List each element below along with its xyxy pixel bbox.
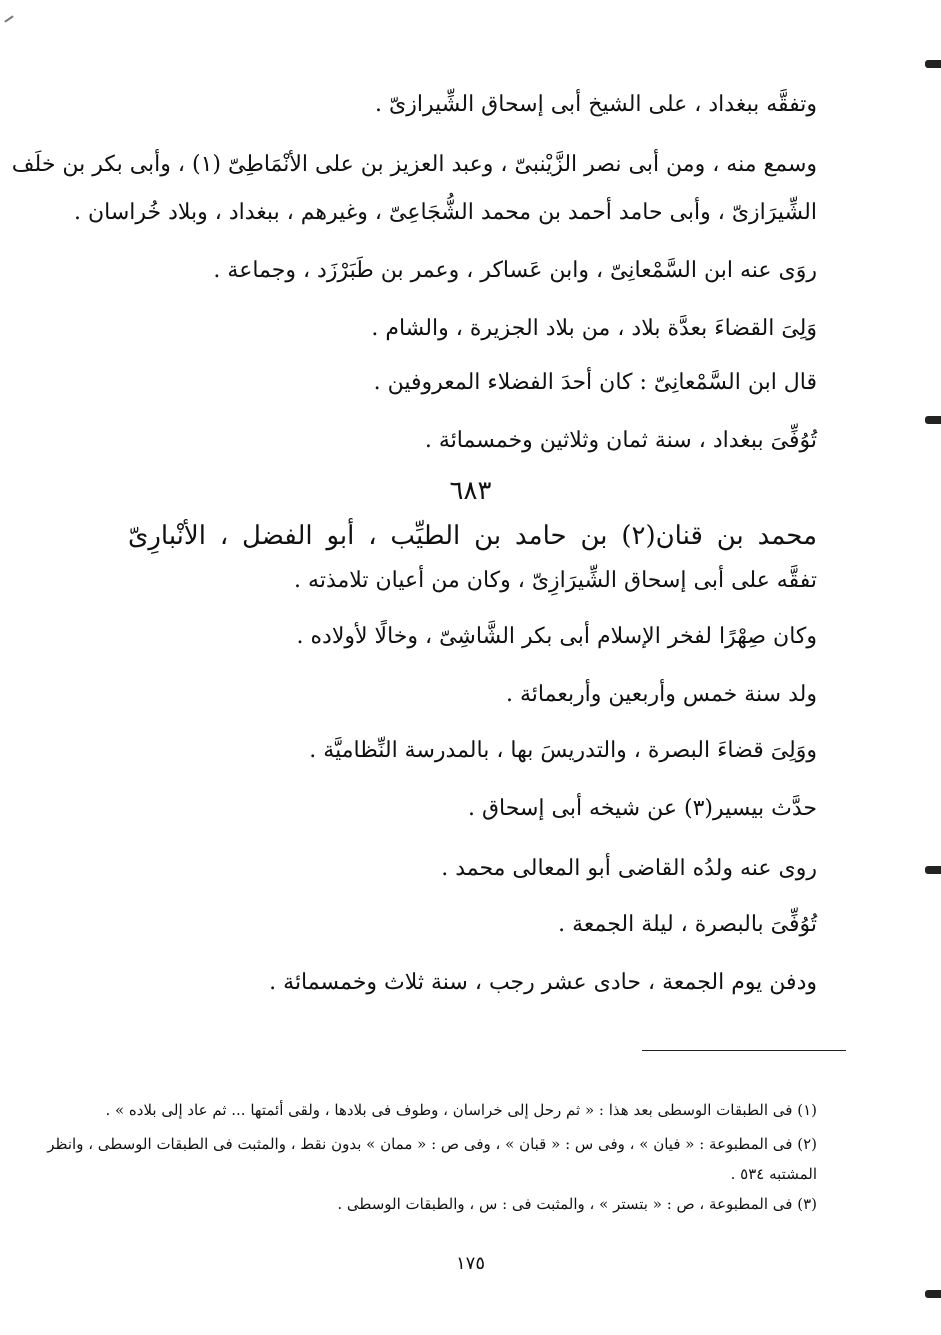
margin-mark: [925, 416, 941, 424]
margin-mark: [925, 1290, 941, 1298]
margin-mark: [925, 866, 941, 874]
footnote-3: (٣) فى المطبوعة ، ص : « بتستر » ، والمثبت فى : س ، والطبقات الوسطى .: [337, 1195, 817, 1213]
entry-number: ٦٨٣: [449, 476, 492, 506]
entry-line-6: روى عنه ولدُه القاضى أبو المعالى محمد .: [441, 856, 817, 881]
text-line-5: وَلِىَ القضاءَ بعدَّة بلاد ، من بلاد الجزيرة ، والشام .: [371, 316, 817, 341]
text-line-7: تُوُفِّىَ ببغداد ، سنة ثمان وثلاثين وخمسمائة .: [424, 428, 817, 453]
footnote-separator: [642, 1050, 846, 1051]
footnote-2: (٢) فى المطبوعة : « فيان » ، وفى س : « قبان » ، وفى ص : « ممان » بدون نقط ، والمثبت فى الطبقات الوسطى ، وانظر: [47, 1135, 817, 1153]
margin-mark: [925, 60, 941, 68]
entry-line-4: ووَلِىَ قضاءَ البصرة ، والتدريسَ بها ، بالمدرسة النِّظاميَّة .: [309, 738, 817, 763]
text-line-2: وسمع منه ، ومن أبى نصر الزَّيْنبىّ ، وعبد العزيز بن على الأنْمَاطِىّ (١) ، وأبى بكر بن خلَف: [11, 152, 817, 177]
entry-line-3: ولد سنة خمس وأربعين وأربعمائة .: [506, 682, 817, 707]
text-line-4: روَى عنه ابن السَّمْعانِىّ ، وابن عَساكر ، وعمر بن طَبَرْزَد ، وجماعة .: [213, 258, 817, 283]
page-number: ١٧٥: [455, 1253, 485, 1274]
entry-line-8: ودفن يوم الجمعة ، حادى عشر رجب ، سنة ثلاث وخمسمائة .: [269, 970, 817, 995]
footnote-2-continued: المشتبه ٥٣٤ .: [730, 1165, 817, 1183]
entry-heading: محمد بن قنان(٢) بن حامد بن الطيِّب ، أبو الفضل ، الأنْبارِىّ: [128, 521, 817, 551]
entry-line-1: تفقَّه على أبى إسحاق الشِّيرَازِىّ ، وكان من أعيان تلامذته .: [294, 568, 817, 593]
footnote-1: (١) فى الطبقات الوسطى بعد هذا : « ثم رحل إلى خراسان ، وطوف فى بلادها ، ولقى أئمتها ... ثم عاد إلى بلاده » .: [105, 1101, 817, 1119]
scan-mark: [4, 15, 13, 22]
entry-line-2: وكان صِهْرًا لفخر الإسلام أبى بكر الشَّاشِىّ ، وخالًا لأولاده .: [296, 624, 817, 649]
entry-line-5: حدَّث بيسير(٣) عن شيخه أبى إسحاق .: [467, 796, 817, 821]
text-line-6: قال ابن السَّمْعانِىّ : كان أحدَ الفضلاء المعروفين .: [373, 370, 817, 395]
text-line-3: الشِّيرَازىّ ، وأبى حامد أحمد بن محمد الشُّجَاعِىّ ، وغيرهم ، ببغداد ، وبلاد خُراسان .: [73, 200, 817, 225]
entry-line-7: تُوُفِّىَ بالبصرة ، ليلة الجمعة .: [558, 912, 817, 937]
text-line-1: وتفقَّه ببغداد ، على الشيخ أبى إسحاق الشِّيرازىّ .: [375, 92, 817, 117]
